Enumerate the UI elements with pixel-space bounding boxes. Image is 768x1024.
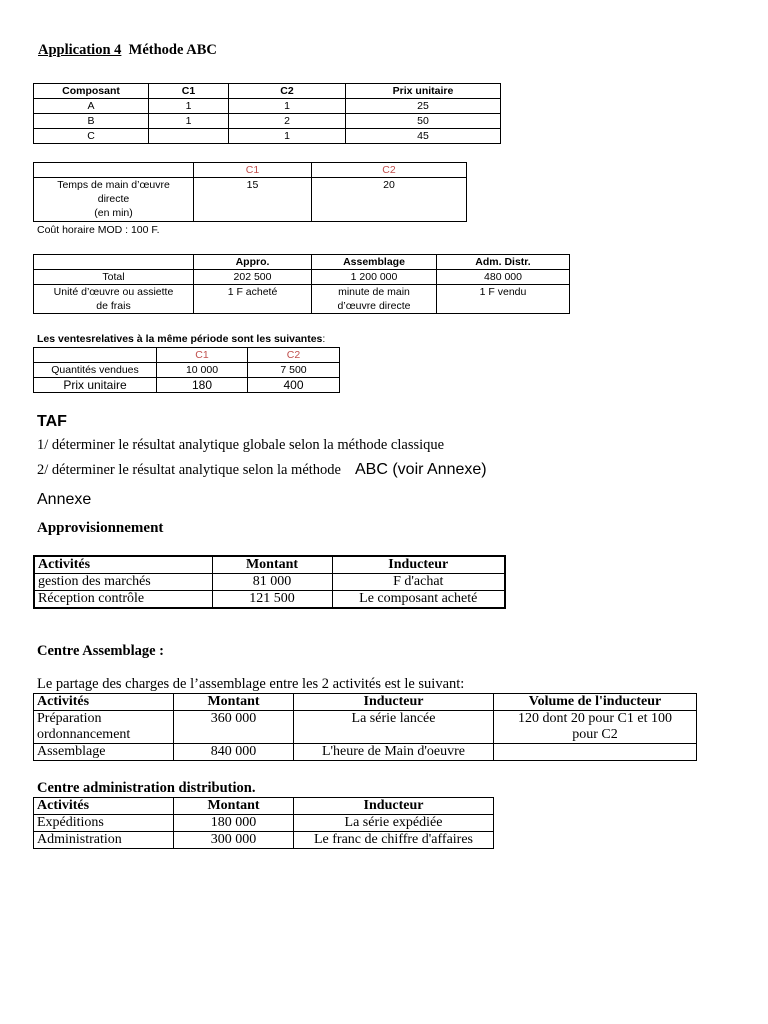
table-cell: 45 <box>346 129 501 144</box>
table-header-row <box>34 348 340 363</box>
table-cell <box>34 285 194 314</box>
table-cell: 180 000 <box>174 815 294 832</box>
table-cell: 20 <box>312 178 467 222</box>
table-cell <box>494 744 697 761</box>
header-cell-c2: C2 <box>248 348 340 363</box>
header-cell: Montant <box>174 694 294 711</box>
row-label-line: (en min) <box>94 207 133 219</box>
header-cell-c2: C2 <box>312 163 467 178</box>
table-header-row <box>34 84 501 99</box>
table-header-row <box>34 798 494 815</box>
cell-line: ordonnancement <box>37 727 131 742</box>
cell-line: pour C2 <box>572 727 618 742</box>
table-cell: Administration <box>34 832 174 849</box>
table-cell: 50 <box>346 114 501 129</box>
sales-intro-colon: : <box>322 333 326 345</box>
header-cell: Activités <box>34 798 174 815</box>
table-cell <box>494 711 697 744</box>
table-cell: Total <box>34 270 194 285</box>
sales-table <box>33 347 340 393</box>
table-cell: 2 <box>229 114 346 129</box>
header-cell: Assemblage <box>312 255 437 270</box>
table-cell: 10 000 <box>157 363 248 378</box>
cell-line: Unité d’œuvre ou assiette <box>53 286 174 298</box>
header-cell: Adm. Distr. <box>437 255 570 270</box>
table-cell: 1 <box>149 99 229 114</box>
table-cell: B <box>34 114 149 129</box>
table-cell: La série lancée <box>294 711 494 744</box>
table-row <box>34 711 697 744</box>
sales-intro-text: Les ventesrelatives à la même période sont les suivantes <box>37 333 323 345</box>
table-cell: 360 000 <box>174 711 294 744</box>
table-row <box>34 363 340 378</box>
header-cell: Composant <box>34 84 149 99</box>
table-cell: 15 <box>194 178 312 222</box>
header-cell <box>34 348 157 363</box>
title-application: Application 4 <box>38 42 122 58</box>
assemblage-activities-table <box>33 693 697 761</box>
table-cell: Expéditions <box>34 815 174 832</box>
table-cell: Quantités vendues <box>34 363 157 378</box>
labor-time-table <box>33 162 467 222</box>
table-cell: 180 <box>157 378 248 393</box>
table-header-row <box>34 255 570 270</box>
header-cell: Prix unitaire <box>346 84 501 99</box>
cell-line: d’œuvre directe <box>337 300 411 312</box>
table-cell: 400 <box>248 378 340 393</box>
table-header-row <box>34 694 697 711</box>
row-label-line: Temps de main d’œuvre <box>57 179 170 191</box>
assemblage-intro: Le partage des charges de l’assemblage entre les 2 activités est le suivant: <box>37 676 465 692</box>
table-cell: F d'achat <box>332 574 505 591</box>
header-cell-c1: C1 <box>157 348 248 363</box>
row-label-line: directe <box>97 193 130 205</box>
table-cell: L'heure de Main d'oeuvre <box>294 744 494 761</box>
appro-title: Approvisionnement <box>37 520 164 536</box>
table-header-row <box>34 163 467 178</box>
table-cell <box>149 129 229 144</box>
table-cell <box>312 285 437 314</box>
table-cell: 25 <box>346 99 501 114</box>
table-cell <box>34 711 174 744</box>
cell-line: de frais <box>96 300 131 312</box>
assemblage-title: Centre Assemblage : <box>37 643 164 659</box>
table-row <box>34 285 570 314</box>
table-cell: 81 000 <box>212 574 332 591</box>
table-cell: 7 500 <box>248 363 340 378</box>
cell-line: minute de main <box>338 286 410 298</box>
header-cell-c1: C1 <box>194 163 312 178</box>
components-table <box>33 83 501 144</box>
header-cell: Volume de l'inducteur <box>494 694 697 711</box>
header-cell: C1 <box>149 84 229 99</box>
header-cell <box>34 163 194 178</box>
cell-line: 120 dont 20 pour C1 et 100 <box>518 711 672 726</box>
table-row <box>34 129 501 144</box>
question-1: 1/ déterminer le résultat analytique globale selon la méthode classique <box>37 437 445 453</box>
header-cell: Montant <box>174 798 294 815</box>
table-cell: 1 <box>229 129 346 144</box>
hourly-cost-note: Coût horaire MOD : 100 F. <box>37 224 160 236</box>
header-cell: Inducteur <box>332 556 505 574</box>
table-row <box>34 574 505 591</box>
table-cell: Prix unitaire <box>34 378 157 393</box>
table-cell: A <box>34 99 149 114</box>
table-cell: 480 000 <box>437 270 570 285</box>
table-row <box>34 178 467 222</box>
table-row <box>34 270 570 285</box>
table-cell: Le composant acheté <box>332 591 505 609</box>
table-cell: La série expédiée <box>294 815 494 832</box>
question-2 <box>37 461 487 479</box>
table-row <box>34 99 501 114</box>
table-row <box>34 744 697 761</box>
table-cell: C <box>34 129 149 144</box>
table-cell: 202 500 <box>194 270 312 285</box>
table-cell: 1 <box>149 114 229 129</box>
table-cell: 1 F acheté <box>194 285 312 314</box>
header-cell: Appro. <box>194 255 312 270</box>
table-cell: 1 <box>229 99 346 114</box>
cost-centers-table <box>33 254 570 314</box>
row-label <box>34 178 194 222</box>
table-row <box>34 591 505 609</box>
page-title <box>38 42 217 59</box>
header-cell <box>34 255 194 270</box>
table-cell: 840 000 <box>174 744 294 761</box>
header-cell: Activités <box>34 556 212 574</box>
table-cell: 1 F vendu <box>437 285 570 314</box>
table-cell: 121 500 <box>212 591 332 609</box>
table-cell: gestion des marchés <box>34 574 212 591</box>
table-cell: 300 000 <box>174 832 294 849</box>
header-cell: C2 <box>229 84 346 99</box>
table-cell: Assemblage <box>34 744 174 761</box>
header-cell: Activités <box>34 694 174 711</box>
header-cell: Inducteur <box>294 798 494 815</box>
table-row <box>34 832 494 849</box>
header-cell: Inducteur <box>294 694 494 711</box>
table-row <box>34 815 494 832</box>
table-cell: Le franc de chiffre d'affaires <box>294 832 494 849</box>
table-row <box>34 114 501 129</box>
taf-heading: TAF <box>37 413 67 430</box>
admin-title: Centre administration distribution. <box>37 780 256 796</box>
table-header-row <box>34 556 505 574</box>
title-method: Méthode ABC <box>128 42 217 58</box>
table-cell: Réception contrôle <box>34 591 212 609</box>
table-cell: 1 200 000 <box>312 270 437 285</box>
annexe-heading: Annexe <box>37 491 92 508</box>
table-row <box>34 378 340 393</box>
sales-intro <box>37 333 325 345</box>
question-2-abc: ABC (voir Annexe) <box>355 461 487 478</box>
appro-activities-table <box>33 555 506 609</box>
cell-line: Préparation <box>37 711 102 726</box>
question-2-text: 2/ déterminer le résultat analytique selon la méthode <box>37 462 341 478</box>
header-cell: Montant <box>212 556 332 574</box>
admin-activities-table <box>33 797 494 849</box>
